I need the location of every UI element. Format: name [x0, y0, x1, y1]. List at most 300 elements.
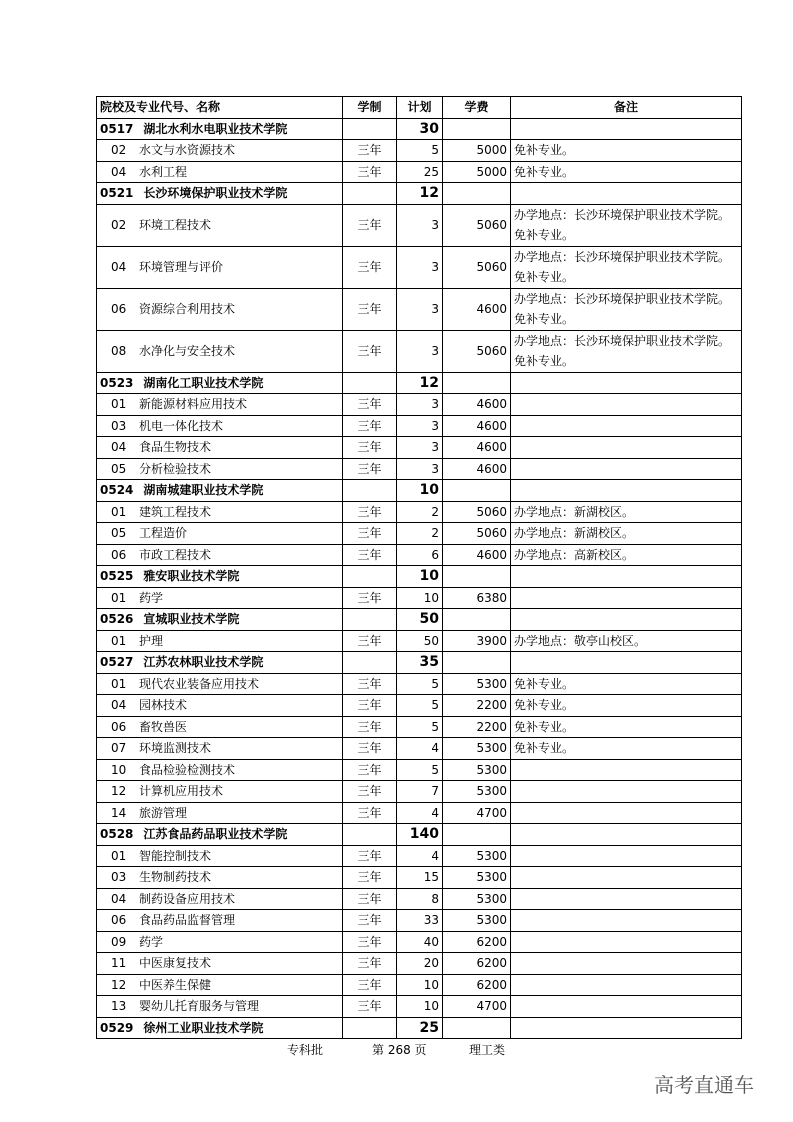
school-name-cell [97, 372, 343, 394]
major-name: 新能源材料应用技术 [139, 397, 248, 411]
school-name-cell [97, 118, 343, 140]
school-row [97, 566, 742, 588]
major-name-cell [97, 288, 343, 330]
major-row [97, 867, 742, 889]
major-row [97, 523, 742, 545]
school-code: 0517 [100, 121, 134, 136]
school-code: 0527 [100, 655, 134, 669]
major-name: 食品药品监督管理 [139, 913, 236, 927]
header-remark: 备注 [511, 97, 742, 119]
major-row [97, 330, 742, 372]
major-fee: 4600 [443, 394, 511, 416]
school-name: 宣城职业技术学院 [143, 612, 240, 626]
school-fee-cell [443, 118, 511, 140]
major-remark [511, 974, 742, 996]
school-plan: 10 [397, 480, 443, 502]
school-row [97, 1017, 742, 1039]
major-remark [511, 458, 742, 480]
header-name: 院校及专业代号、名称 [97, 97, 343, 119]
school-code: 0529 [100, 1020, 134, 1035]
major-remark: 办学地点：高新校区。 [511, 544, 742, 566]
school-name: 湖南化工职业技术学院 [143, 375, 264, 390]
major-code: 04 [111, 164, 127, 179]
school-duration-cell [343, 609, 397, 631]
school-fee-cell [443, 566, 511, 588]
major-code: 01 [111, 397, 127, 411]
major-remark [511, 996, 742, 1018]
major-fee: 4700 [443, 802, 511, 824]
major-code: 03 [111, 418, 127, 433]
major-remark: 免补专业。 [511, 695, 742, 717]
school-remark-cell [511, 372, 742, 394]
major-remark [511, 953, 742, 975]
major-remark: 办学地点：新湖校区。 [511, 523, 742, 545]
major-plan: 4 [397, 802, 443, 824]
major-name-cell [97, 888, 343, 910]
major-fee: 5300 [443, 910, 511, 932]
major-duration: 三年 [343, 458, 397, 480]
major-remark [511, 845, 742, 867]
school-remark-cell [511, 480, 742, 502]
school-name: 雅安职业技术学院 [143, 569, 240, 583]
school-plan: 10 [397, 566, 443, 588]
major-plan: 6 [397, 544, 443, 566]
major-fee: 5300 [443, 738, 511, 760]
major-name-cell [97, 931, 343, 953]
major-name-cell [97, 204, 343, 246]
school-duration-cell [343, 824, 397, 846]
school-row [97, 609, 742, 631]
major-code: 14 [111, 805, 127, 820]
major-fee: 4600 [443, 544, 511, 566]
major-fee: 2200 [443, 695, 511, 717]
major-code: 02 [111, 217, 127, 232]
major-fee: 5060 [443, 204, 511, 246]
major-row [97, 781, 742, 803]
major-fee: 4600 [443, 415, 511, 437]
school-duration-cell [343, 118, 397, 140]
major-name-cell [97, 630, 343, 652]
watermark: 高考直通车 [654, 1073, 754, 1097]
major-code: 01 [111, 590, 127, 605]
school-row [97, 372, 742, 394]
major-row [97, 910, 742, 932]
major-name-cell [97, 673, 343, 695]
major-plan: 8 [397, 888, 443, 910]
major-name: 建筑工程技术 [139, 504, 212, 519]
major-code: 13 [111, 999, 127, 1013]
major-fee: 5300 [443, 673, 511, 695]
footer-category: 理工类 [469, 1043, 506, 1057]
school-name-cell [97, 1017, 343, 1039]
school-row [97, 118, 742, 140]
major-row [97, 458, 742, 480]
major-plan: 3 [397, 458, 443, 480]
school-plan: 50 [397, 609, 443, 631]
major-row [97, 437, 742, 459]
major-fee: 4600 [443, 437, 511, 459]
major-duration: 三年 [343, 288, 397, 330]
major-plan: 5 [397, 140, 443, 162]
major-name-cell [97, 458, 343, 480]
major-name-cell [97, 544, 343, 566]
major-plan: 3 [397, 204, 443, 246]
major-remark [511, 587, 742, 609]
table-header-row [97, 97, 742, 119]
school-remark-cell [511, 118, 742, 140]
school-remark-cell [511, 1017, 742, 1039]
major-duration: 三年 [343, 953, 397, 975]
major-row [97, 759, 742, 781]
major-plan: 10 [397, 974, 443, 996]
major-name-cell [97, 415, 343, 437]
major-name: 市政工程技术 [139, 547, 212, 562]
major-remark [511, 931, 742, 953]
major-name: 药学 [139, 590, 164, 605]
major-duration: 三年 [343, 544, 397, 566]
major-remark: 免补专业。 [511, 716, 742, 738]
major-name-cell [97, 845, 343, 867]
major-row [97, 738, 742, 760]
major-row [97, 630, 742, 652]
major-remark: 免补专业。 [511, 140, 742, 162]
major-fee: 4600 [443, 288, 511, 330]
major-name-cell [97, 437, 343, 459]
school-fee-cell [443, 652, 511, 674]
major-name: 食品生物技术 [139, 440, 212, 454]
major-row [97, 931, 742, 953]
major-plan: 33 [397, 910, 443, 932]
school-duration-cell [343, 372, 397, 394]
major-remark [511, 415, 742, 437]
major-name-cell [97, 781, 343, 803]
school-plan: 30 [397, 118, 443, 140]
major-row [97, 140, 742, 162]
major-code: 04 [111, 259, 127, 274]
major-plan: 25 [397, 161, 443, 183]
major-fee: 2200 [443, 716, 511, 738]
school-fee-cell [443, 609, 511, 631]
major-name: 环境工程技术 [139, 217, 212, 232]
major-duration: 三年 [343, 716, 397, 738]
school-name: 江苏农林职业技术学院 [143, 655, 264, 669]
major-duration: 三年 [343, 738, 397, 760]
major-duration: 三年 [343, 415, 397, 437]
footer-page-number: 第 268 页 [372, 1043, 427, 1057]
major-duration: 三年 [343, 910, 397, 932]
school-name-cell [97, 652, 343, 674]
major-plan: 5 [397, 759, 443, 781]
school-row [97, 652, 742, 674]
major-fee: 5300 [443, 781, 511, 803]
major-duration: 三年 [343, 394, 397, 416]
school-plan: 140 [397, 824, 443, 846]
school-name-cell [97, 183, 343, 205]
major-plan: 50 [397, 630, 443, 652]
major-remark: 办学地点：长沙环境保护职业技术学院。免补专业。 [511, 204, 742, 246]
major-code: 01 [111, 504, 127, 519]
major-code: 04 [111, 891, 127, 906]
school-name: 湖北水利水电职业技术学院 [143, 121, 288, 136]
major-fee: 6200 [443, 931, 511, 953]
major-row [97, 544, 742, 566]
school-remark-cell [511, 652, 742, 674]
header-fee: 学费 [443, 97, 511, 119]
major-fee: 3900 [443, 630, 511, 652]
major-code: 02 [111, 143, 127, 157]
major-plan: 2 [397, 501, 443, 523]
major-fee: 6200 [443, 953, 511, 975]
major-duration: 三年 [343, 501, 397, 523]
major-row [97, 161, 742, 183]
major-name: 婴幼儿托育服务与管理 [139, 999, 260, 1013]
major-duration: 三年 [343, 845, 397, 867]
major-name-cell [97, 587, 343, 609]
major-plan: 3 [397, 394, 443, 416]
footer-batch: 专科批 [287, 1043, 324, 1057]
major-name: 旅游管理 [139, 805, 188, 820]
school-plan: 12 [397, 372, 443, 394]
major-fee: 5300 [443, 759, 511, 781]
major-name: 计算机应用技术 [139, 784, 224, 798]
major-code: 05 [111, 526, 127, 540]
major-remark [511, 867, 742, 889]
school-name-cell [97, 609, 343, 631]
school-row [97, 480, 742, 502]
major-fee: 4700 [443, 996, 511, 1018]
major-plan: 3 [397, 437, 443, 459]
major-fee: 5300 [443, 888, 511, 910]
school-fee-cell [443, 372, 511, 394]
school-name: 江苏食品药品职业技术学院 [143, 827, 288, 841]
major-code: 04 [111, 440, 127, 454]
major-row [97, 845, 742, 867]
major-remark: 办学地点：长沙环境保护职业技术学院。免补专业。 [511, 246, 742, 288]
major-row [97, 953, 742, 975]
school-name-cell [97, 566, 343, 588]
major-code: 01 [111, 848, 127, 863]
major-code: 03 [111, 870, 127, 884]
table-body [97, 118, 742, 1039]
major-row [97, 394, 742, 416]
school-fee-cell [443, 1017, 511, 1039]
major-name-cell [97, 695, 343, 717]
major-name: 护理 [139, 633, 164, 648]
major-name-cell [97, 523, 343, 545]
major-duration: 三年 [343, 695, 397, 717]
major-name: 分析检验技术 [139, 461, 212, 476]
major-name-cell [97, 910, 343, 932]
major-row [97, 501, 742, 523]
major-fee: 5060 [443, 523, 511, 545]
major-row [97, 587, 742, 609]
major-row [97, 802, 742, 824]
school-row [97, 183, 742, 205]
major-plan: 15 [397, 867, 443, 889]
school-code: 0524 [100, 483, 134, 497]
header-duration: 学制 [343, 97, 397, 119]
major-name-cell [97, 738, 343, 760]
major-plan: 4 [397, 845, 443, 867]
major-duration: 三年 [343, 140, 397, 162]
major-name-cell [97, 140, 343, 162]
major-duration: 三年 [343, 996, 397, 1018]
major-code: 06 [111, 547, 127, 562]
school-fee-cell [443, 480, 511, 502]
major-duration: 三年 [343, 523, 397, 545]
major-name-cell [97, 161, 343, 183]
major-name: 中医养生保健 [139, 977, 212, 992]
major-plan: 3 [397, 288, 443, 330]
school-plan: 25 [397, 1017, 443, 1039]
school-remark-cell [511, 183, 742, 205]
major-remark [511, 781, 742, 803]
major-code: 04 [111, 698, 127, 712]
major-fee: 5300 [443, 867, 511, 889]
major-row [97, 996, 742, 1018]
major-name-cell [97, 716, 343, 738]
major-remark [511, 394, 742, 416]
school-plan: 35 [397, 652, 443, 674]
major-plan: 5 [397, 716, 443, 738]
major-code: 11 [111, 956, 127, 970]
major-fee: 5060 [443, 330, 511, 372]
major-name: 园林技术 [139, 698, 188, 712]
major-row [97, 246, 742, 288]
major-code: 10 [111, 762, 127, 777]
major-remark: 办学地点：敬亭山校区。 [511, 630, 742, 652]
major-name: 制药设备应用技术 [139, 891, 236, 906]
major-code: 01 [111, 633, 127, 648]
major-duration: 三年 [343, 630, 397, 652]
major-name-cell [97, 953, 343, 975]
major-name: 药学 [139, 934, 164, 949]
major-duration: 三年 [343, 888, 397, 910]
major-row [97, 204, 742, 246]
major-code: 06 [111, 913, 127, 927]
major-fee: 5000 [443, 161, 511, 183]
major-plan: 10 [397, 996, 443, 1018]
major-row [97, 716, 742, 738]
major-duration: 三年 [343, 246, 397, 288]
major-name: 水利工程 [139, 164, 188, 179]
major-code: 06 [111, 719, 127, 734]
school-duration-cell [343, 566, 397, 588]
major-row [97, 888, 742, 910]
major-name: 资源综合利用技术 [139, 301, 236, 316]
school-code: 0525 [100, 569, 134, 583]
major-name-cell [97, 974, 343, 996]
major-code: 12 [111, 977, 127, 992]
major-name: 现代农业装备应用技术 [139, 676, 260, 691]
major-code: 12 [111, 784, 127, 798]
major-name-cell [97, 501, 343, 523]
major-duration: 三年 [343, 161, 397, 183]
major-plan: 4 [397, 738, 443, 760]
major-remark: 办学地点：长沙环境保护职业技术学院。免补专业。 [511, 330, 742, 372]
major-row [97, 974, 742, 996]
major-code: 06 [111, 301, 127, 316]
major-plan: 5 [397, 673, 443, 695]
major-plan: 7 [397, 781, 443, 803]
major-row [97, 288, 742, 330]
major-name-cell [97, 330, 343, 372]
school-remark-cell [511, 609, 742, 631]
major-name: 食品检验检测技术 [139, 762, 236, 777]
major-code: 09 [111, 934, 127, 949]
major-fee: 5000 [443, 140, 511, 162]
major-name-cell [97, 867, 343, 889]
major-plan: 10 [397, 587, 443, 609]
major-name-cell [97, 759, 343, 781]
major-name: 智能控制技术 [139, 848, 212, 863]
major-duration: 三年 [343, 330, 397, 372]
school-remark-cell [511, 566, 742, 588]
major-name-cell [97, 996, 343, 1018]
major-name: 工程造价 [139, 526, 188, 540]
major-duration: 三年 [343, 759, 397, 781]
major-duration: 三年 [343, 204, 397, 246]
major-duration: 三年 [343, 867, 397, 889]
school-remark-cell [511, 824, 742, 846]
major-name: 畜牧兽医 [139, 719, 188, 734]
major-duration: 三年 [343, 673, 397, 695]
major-name: 水净化与安全技术 [139, 343, 236, 358]
major-duration: 三年 [343, 437, 397, 459]
school-fee-cell [443, 183, 511, 205]
school-duration-cell [343, 652, 397, 674]
major-remark [511, 802, 742, 824]
major-plan: 20 [397, 953, 443, 975]
major-name: 水文与水资源技术 [139, 143, 236, 157]
school-code: 0523 [100, 375, 134, 390]
major-name-cell [97, 246, 343, 288]
major-code: 05 [111, 461, 127, 476]
school-name: 徐州工业职业技术学院 [143, 1020, 264, 1035]
major-fee: 5060 [443, 246, 511, 288]
major-remark: 免补专业。 [511, 738, 742, 760]
major-duration: 三年 [343, 587, 397, 609]
major-name: 生物制药技术 [139, 870, 212, 884]
major-duration: 三年 [343, 931, 397, 953]
school-code: 0526 [100, 612, 134, 626]
major-row [97, 415, 742, 437]
major-code: 01 [111, 676, 127, 691]
school-name: 湖南城建职业技术学院 [143, 483, 264, 497]
major-remark: 免补专业。 [511, 673, 742, 695]
header-plan: 计划 [397, 97, 443, 119]
major-duration: 三年 [343, 974, 397, 996]
major-remark: 办学地点：新湖校区。 [511, 501, 742, 523]
major-row [97, 673, 742, 695]
major-plan: 40 [397, 931, 443, 953]
school-code: 0528 [100, 827, 134, 841]
major-remark [511, 888, 742, 910]
major-code: 07 [111, 741, 127, 755]
major-fee: 6200 [443, 974, 511, 996]
school-fee-cell [443, 824, 511, 846]
school-name-cell [97, 480, 343, 502]
major-fee: 5060 [443, 501, 511, 523]
major-row [97, 695, 742, 717]
school-name-cell [97, 824, 343, 846]
major-code: 08 [111, 343, 127, 358]
school-row [97, 824, 742, 846]
school-name: 长沙环境保护职业技术学院 [143, 186, 288, 200]
school-plan: 12 [397, 183, 443, 205]
major-remark [511, 437, 742, 459]
major-name: 环境管理与评价 [139, 259, 224, 274]
